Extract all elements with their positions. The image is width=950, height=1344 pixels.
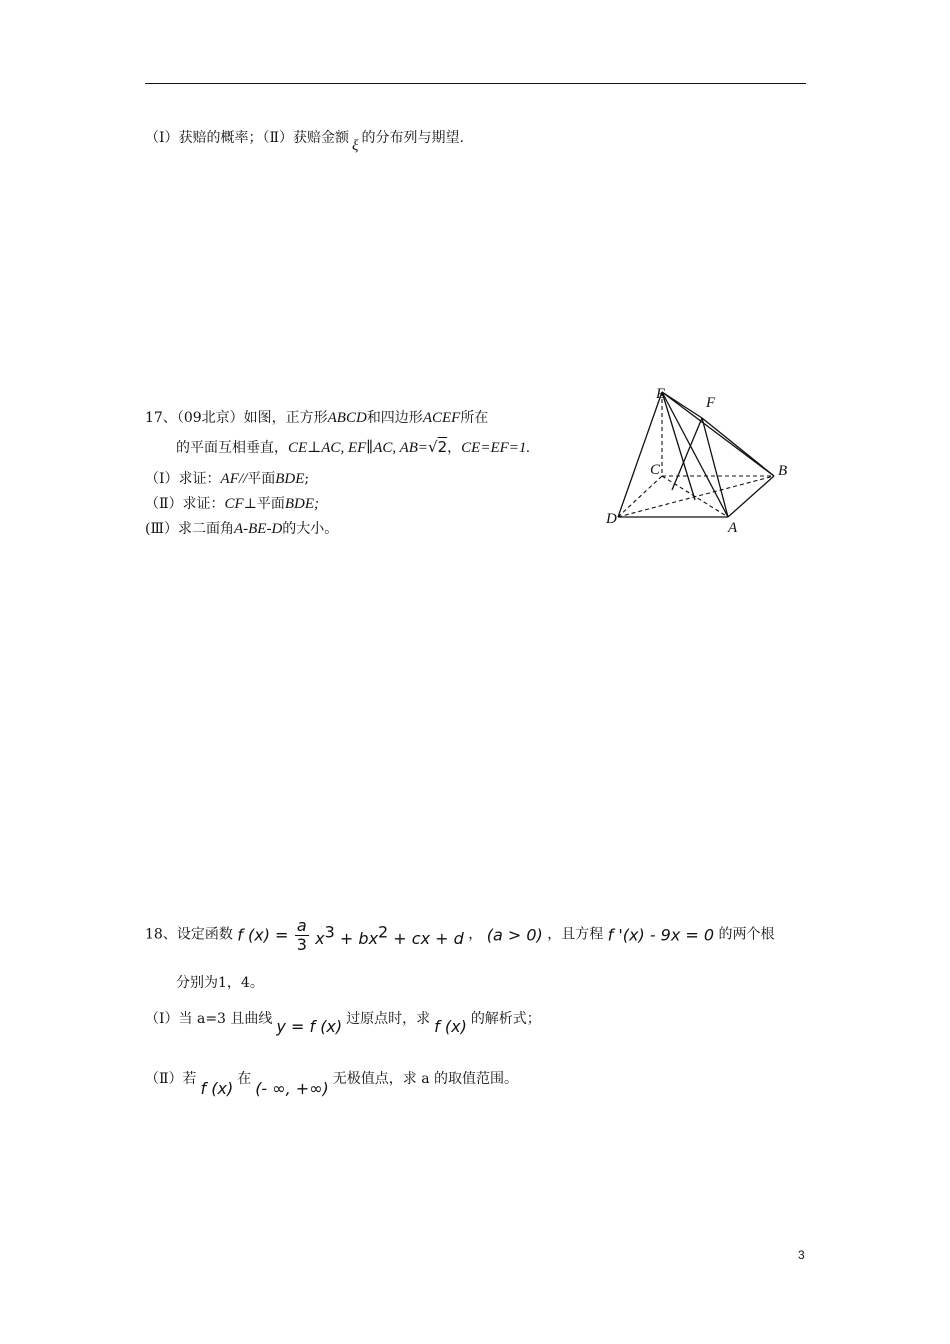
q17-p3-lead: (Ⅲ）求二面角: [145, 521, 234, 537]
q17-p1-end: ;: [304, 471, 310, 487]
label-E: E: [656, 386, 666, 402]
q17-part3: [145, 520, 338, 538]
q17-end: 所在: [460, 410, 489, 426]
q18-p2-fx: f (x): [200, 1079, 234, 1098]
q17-p3-angle: A-BE-D: [233, 521, 283, 537]
q17-condition2: CE=EF=1.: [461, 440, 531, 456]
q18-line2: 分别为1，4。: [176, 975, 264, 991]
page-number: 3: [798, 1248, 805, 1262]
q17-p2-bde: BDE;: [284, 496, 320, 512]
edge-FC-visible: [672, 418, 702, 490]
q17-line2: 的平面互相垂直，CE⊥AC, EF∥AC, AB=√2，CE=EF=1.: [176, 438, 531, 456]
q18-poly-b: + bx: [334, 928, 379, 948]
q18-p1-lead: （Ⅰ）当 a=3 且曲线: [145, 1011, 273, 1027]
q18-frac-num: a: [296, 916, 307, 935]
q18-derivative-eq: f '(x) - 9x = 0: [607, 925, 715, 945]
q18-condition: (a > 0): [486, 925, 543, 945]
q17-p2-perp: ⊥平面: [243, 496, 285, 512]
edge-ED: [618, 392, 662, 517]
q18-fx: f (x) =: [237, 925, 289, 945]
q17-p2-lead: （Ⅱ）求证：: [145, 496, 225, 512]
header-rule: [145, 83, 806, 84]
label-C: C: [650, 462, 661, 478]
q17-acef: ACEF: [422, 410, 461, 426]
q18-part1: [145, 1008, 541, 1036]
q18-line1: [145, 917, 775, 953]
q17-mid: 和四边形: [366, 410, 423, 426]
edge-EF: [662, 392, 702, 418]
q18-p1-fx: f (x): [434, 1017, 467, 1036]
q17-p1-bde: BDE: [275, 471, 305, 487]
q17-p1-lead: （Ⅰ）求证：: [145, 471, 221, 487]
q17-line2-text: 的平面互相垂直，: [176, 440, 288, 456]
q16-xi-symbol: ξ: [352, 138, 359, 154]
q18-polynomial: [315, 922, 464, 948]
q16-tail: 的分布列与期望.: [361, 130, 464, 146]
q17-p3-end: 的大小。: [282, 521, 339, 537]
edge-FB: [702, 418, 774, 476]
q18-p1-curve: y = f (x): [276, 1017, 343, 1036]
q18-tail: 的两个根: [718, 926, 775, 943]
q18-exp2: 2: [378, 922, 389, 942]
q18-p1-end: 的解析式；: [470, 1011, 541, 1027]
q17-p1-af: AF//: [220, 471, 248, 487]
q18-lead: 18、设定函数: [145, 926, 233, 943]
q18-p2-end: 无极值点，求 a 的取值范围。: [332, 1071, 519, 1087]
edge-EB: [662, 392, 774, 476]
geometry-figure: [600, 380, 800, 540]
q18-p1-mid: 过原点时，求: [346, 1011, 431, 1027]
q18-p2-interval: (- ∞, +∞): [255, 1079, 329, 1098]
q17-comma: ，: [447, 440, 462, 456]
q17-p2-cf: CF: [224, 496, 244, 512]
q17-part1: [145, 470, 309, 488]
q18-fraction: [295, 917, 309, 953]
q18-poly-x: x: [315, 928, 325, 948]
edge-AB: [728, 476, 774, 517]
q18-part2: [145, 1068, 519, 1098]
q17-line1: [145, 409, 488, 427]
q18-poly-rest: + cx + d: [388, 928, 464, 948]
q18-mid: ，且方程: [547, 926, 604, 943]
q17-condition: CE⊥AC, EF∥AC, AB=: [288, 440, 429, 456]
q18-exp3: 3: [324, 922, 335, 942]
q17-lead: 17、（09北京）如图，正方形: [145, 410, 328, 426]
q18-p2-lead: （Ⅱ）若: [145, 1071, 197, 1087]
label-A: A: [728, 520, 738, 536]
edge-FA: [702, 418, 728, 517]
q17-abcd: ABCD: [327, 410, 367, 426]
label-D: D: [606, 511, 617, 527]
q18-p2-in: 在: [237, 1071, 252, 1087]
label-B: B: [778, 463, 788, 479]
q18-cond-pre: ，: [468, 926, 483, 943]
q18-frac-den: 3: [296, 934, 307, 954]
q16-parts-line: [145, 129, 464, 154]
q17-part2: [145, 495, 319, 513]
q17-p1-plane: 平面: [247, 471, 276, 487]
label-F: F: [706, 395, 716, 411]
q17-sqrt2: 2: [437, 438, 448, 456]
q16-part1: （Ⅰ）获赔的概率；（Ⅱ）获赔金额: [145, 130, 350, 146]
